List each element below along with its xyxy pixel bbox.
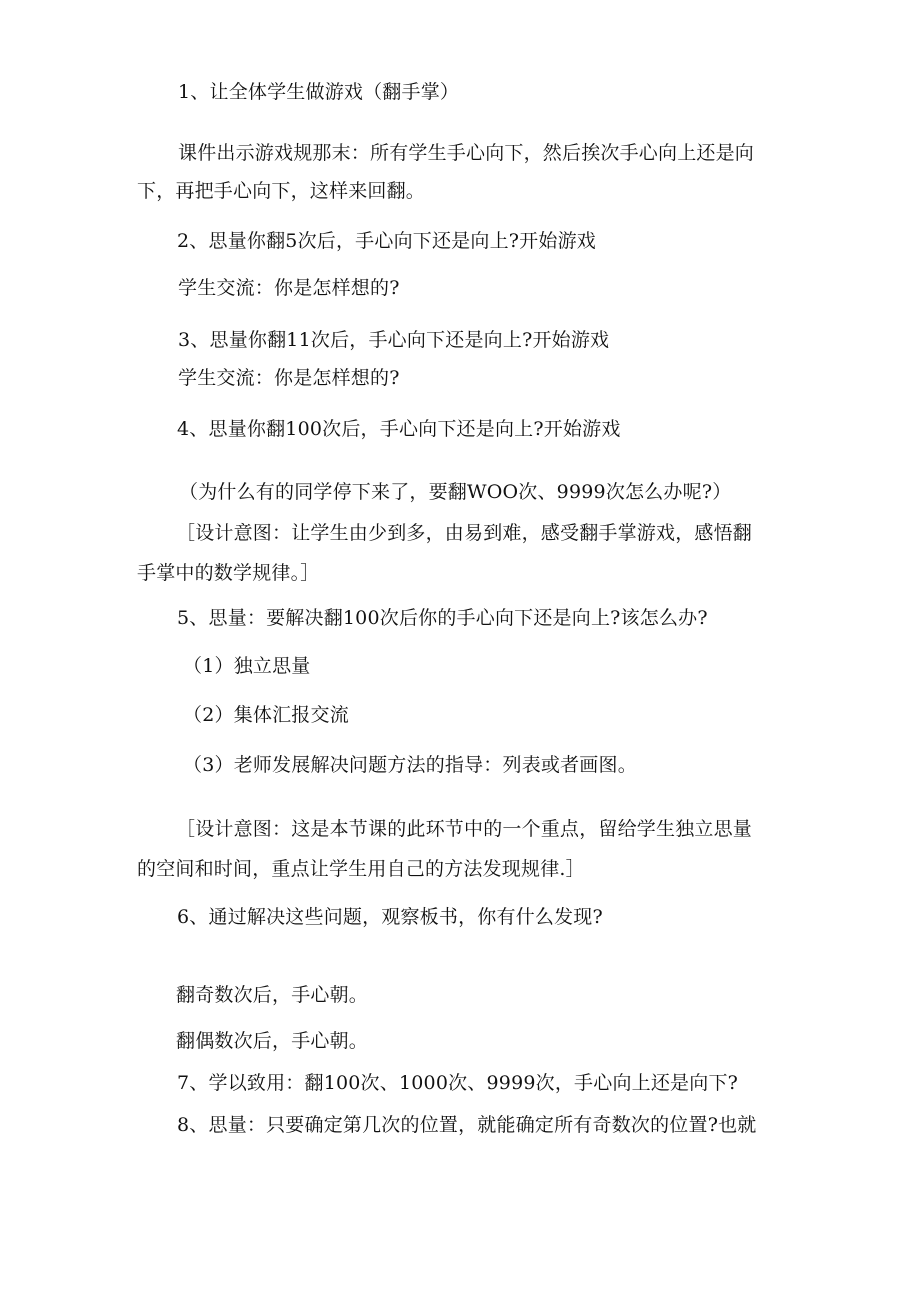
text-line-16: ［设计意图：这是本节课的此环节中的一个重点，留给学生独立思量 xyxy=(176,818,753,840)
text-line-1: 1、让全体学生做游戏（翻手掌） xyxy=(178,81,460,103)
text-line-6: 3、思量你翻11次后，手心向下还是向上?开始游戏 xyxy=(178,329,610,351)
text-line-7: 学生交流：你是怎样想的? xyxy=(178,367,400,389)
text-line-21: 7、学以致用：翻100次、1000次、9999次，手心向上还是向下? xyxy=(177,1072,739,1094)
text-line-20: 翻偶数次后，手心朝。 xyxy=(176,1030,369,1052)
text-line-9: （为什么有的同学停下来了，要翻WOO次、9999次怎么办呢?） xyxy=(179,481,732,503)
text-line-10: ［设计意图：让学生由少到多，由易到难，感受翻手掌游戏，感悟翻 xyxy=(176,522,753,544)
text-line-18: 6、通过解决这些问题，观察板书，你有什么发现? xyxy=(177,906,603,928)
text-line-2: 课件出示游戏规那末：所有学生手心向下，然后挨次手心向上还是向 xyxy=(178,142,755,164)
text-line-8: 4、思量你翻100次后，手心向下还是向上?开始游戏 xyxy=(177,418,621,440)
text-line-4: 2、思量你翻5次后，手心向下还是向上?开始游戏 xyxy=(177,230,596,252)
text-line-15: （3）老师发展解决问题方法的指导：列表或者画图。 xyxy=(183,754,637,776)
text-line-3: 下，再把手心向下，这样来回翻。 xyxy=(137,180,426,202)
text-line-13: （1）独立思量 xyxy=(183,655,311,677)
text-line-22: 8、思量：只要确定第几次的位置，就能确定所有奇数次的位置?也就 xyxy=(177,1114,757,1136)
text-line-19: 翻奇数次后，手心朝。 xyxy=(176,984,369,1006)
text-line-11: 手掌中的数学规律。］ xyxy=(137,562,320,584)
text-line-17: 的空间和时间，重点让学生用自己的方法发现规律.］ xyxy=(137,858,585,880)
text-line-14: （2）集体汇报交流 xyxy=(183,704,349,726)
text-line-12: 5、思量：要解决翻100次后你的手心向下还是向上?该怎么办? xyxy=(177,607,708,629)
text-line-5: 学生交流：你是怎样想的? xyxy=(178,277,400,299)
